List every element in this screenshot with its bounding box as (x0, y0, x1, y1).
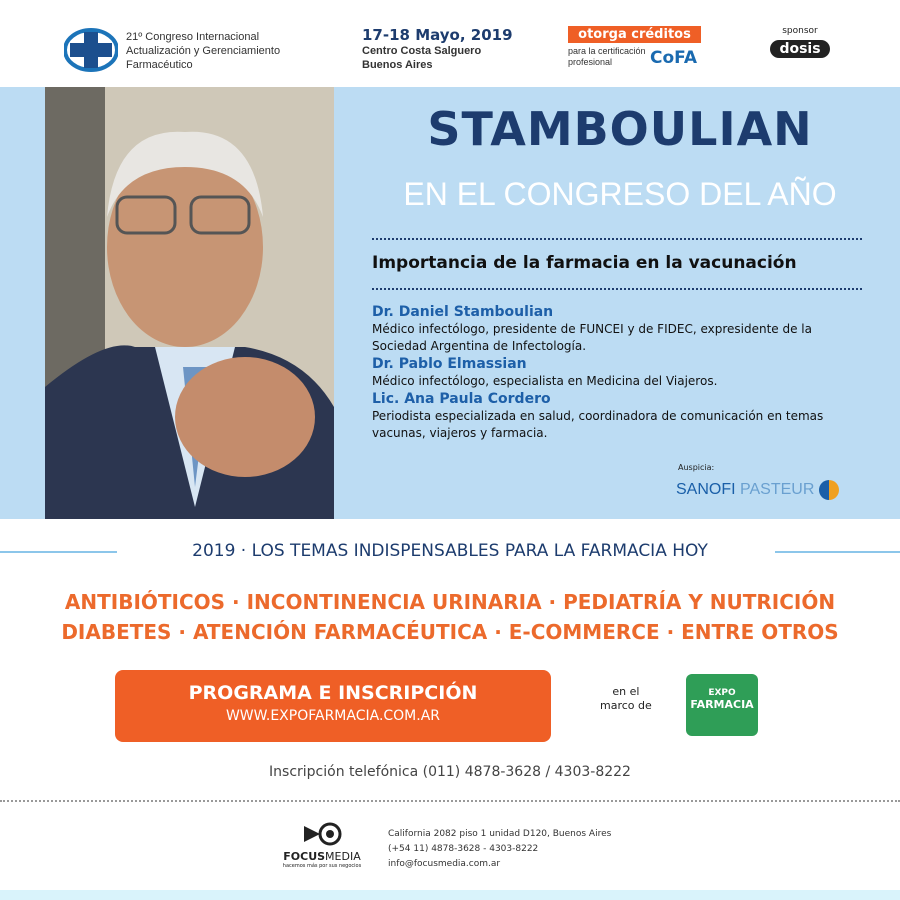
expofarmacia-logo (686, 674, 758, 736)
sanofi-logo (676, 480, 839, 500)
speaker-name: Lic. Ana Paula Cordero (372, 391, 551, 407)
venue: Centro Costa Salguero (362, 45, 482, 57)
pasteur-text: PASTEUR (740, 481, 815, 499)
expo-text: EXPO (708, 688, 736, 698)
congress-name (126, 30, 280, 72)
dosis-logo: dosis (770, 40, 830, 58)
themes-line: ANTIBIÓTICOS · INCONTINENCIA URINARIA · PEDIATRÍA Y NUTRICIÓN (64, 590, 836, 614)
credits-sub: para la certificación (568, 46, 646, 56)
hero-subtitle: EN EL CONGRESO DEL AÑO (403, 176, 837, 212)
brand-bold: FOCUS (283, 850, 326, 863)
brand-light: MEDIA (325, 850, 361, 863)
congress-logo (64, 28, 118, 72)
speaker-desc: Periodista especializada en salud, coordinadora de comunicación en temas vacunas, viajeros y farmacia. (372, 409, 824, 440)
cofa-logo: CoFA (650, 48, 697, 68)
speaker-name: Dr. Pablo Elmassian (372, 356, 527, 372)
email-link[interactable]: info@focusmedia.com.ar (388, 859, 501, 869)
speaker (372, 355, 862, 390)
hero-title: STAMBOULIAN (427, 102, 813, 156)
phone: (+54 11) 4878-3628 - 4303-8222 (388, 844, 539, 854)
bottom-bar (0, 890, 900, 900)
registration-button[interactable] (115, 670, 551, 742)
speaker-desc: Médico infectólogo, especialista en Medicina del Viajeros. (372, 374, 718, 388)
focusmedia-logo (282, 822, 362, 869)
target-icon (302, 822, 342, 846)
themes-line: DIABETES · ATENCIÓN FARMACÉUTICA · E-COMMERCE · ENTRE OTROS (61, 620, 839, 644)
marco-line: marco de (600, 699, 652, 712)
marco-text (600, 685, 652, 713)
divider (372, 238, 862, 240)
credits-sub: profesional (568, 57, 613, 67)
event-info (362, 26, 513, 72)
speaker-photo (45, 87, 334, 519)
button-label: PROGRAMA E INSCRIPCIÓN (188, 682, 478, 704)
congress-line: 21º Congreso Internacional (126, 31, 260, 43)
address: California 2082 piso 1 unidad D120, Buenos Aires (388, 829, 612, 839)
divider (372, 288, 862, 290)
expo-text: FARMACIA (690, 698, 754, 711)
divider (0, 800, 900, 802)
city: Buenos Aires (362, 59, 433, 71)
credits-title: otorga créditos (568, 26, 701, 43)
sanofi-text: SANOFI (676, 481, 736, 499)
phone-registration: Inscripción telefónica (011) 4878-3628 / 4303-8222 (269, 764, 631, 780)
contact-info (388, 827, 611, 872)
marco-line: en el (612, 685, 640, 698)
auspicia-label: Auspicia: (678, 463, 715, 472)
speaker (372, 303, 862, 355)
talk-topic: Importancia de la farmacia en la vacunación (372, 253, 797, 273)
sponsor-label: sponsor (782, 26, 818, 36)
event-date: 17-18 Mayo, 2019 (362, 26, 513, 44)
speaker-name: Dr. Daniel Stamboulian (372, 304, 554, 320)
tagline: hacemos más por sus negocios (282, 863, 362, 869)
congress-line: Farmacéutico (126, 59, 193, 71)
themes-heading: 2019 · LOS TEMAS INDISPENSABLES PARA LA FARMACIA HOY (192, 541, 708, 561)
speaker-desc: Médico infectólogo, presidente de FUNCEI y de FIDEC, expresidente de la Sociedad Argentina de Infectología. (372, 322, 812, 353)
speaker-list (372, 303, 862, 442)
credits-badge (568, 26, 701, 68)
sanofi-swirl-icon (819, 480, 839, 500)
speaker (372, 390, 862, 442)
congress-line: Actualización y Gerenciamiento (126, 45, 281, 57)
sponsor (770, 26, 830, 58)
button-url: WWW.EXPOFARMACIA.COM.AR (225, 708, 441, 724)
